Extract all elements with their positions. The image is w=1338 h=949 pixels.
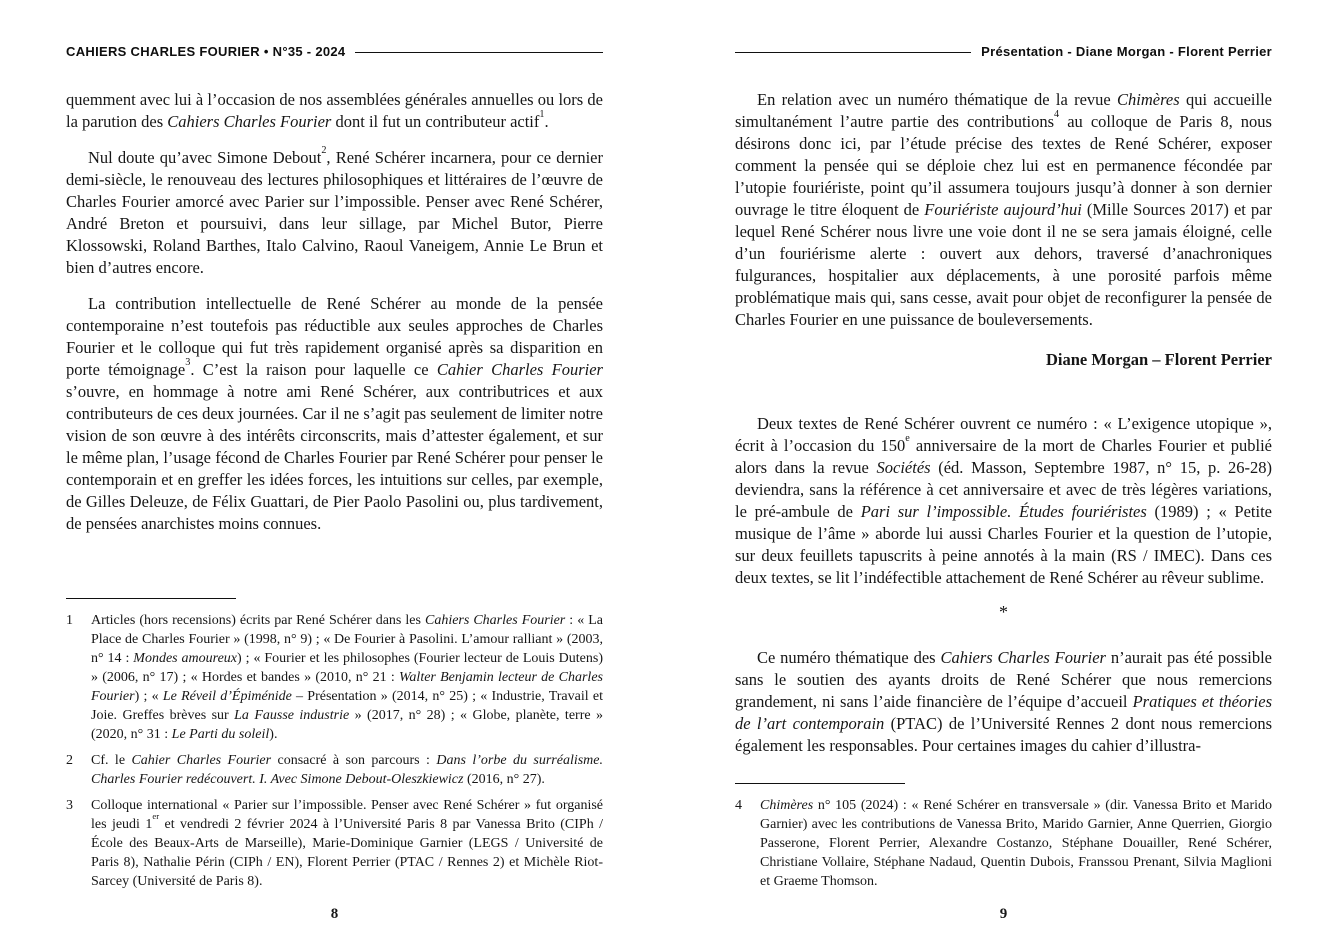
footnote-separator: [66, 598, 236, 599]
footnote-text: Colloque international « Parier sur l’impossible. Penser avec René Schérer » fut organisé les jeudi 1er et vendredi 2 février 2024 à l’Université Paris 8 par Vanessa Brito (CIPh / École des Beaux-Arts de Marseille), Marie-Dominique Garnier (LEGS / Université de Paris 8), Nathalie Périn (CIPh / EN), Florent Perrier (PTAC / Rennes 2) et Michèle Riot-Sarcey (Université de Paris 8).: [91, 798, 603, 889]
author-signature: Diane Morgan – Florent Perrier: [1045, 350, 1272, 369]
left-running-header: [66, 44, 603, 59]
paragraph: Deux textes de René Schérer ouvrent ce numéro : « L’exigence utopique », écrit à l’occasion du 150e anniversaire de la mort de Charles Fourier et publié alors dans la revue Sociétés (éd. Masson, Septembre 1987, n° 15, p. 26-28) deviendra, sans la référence à cet anniversaire et avec de très légères variations, le pré-ambule de Pari sur l’impossible. Études fouriéristes (1989) ; « Petite musique de l’âme » aborde lui aussi Charles Fourier et la question de l’utopie, sur deux feuillets tapuscrits à peine annotés à la main (RS / IMEC). Dans ces deux textes, se lit l’indéfectible attachement de René Schérer au rêveur sublime.: [735, 414, 1273, 587]
paragraph: En relation avec un numéro thématique de la revue Chimères qui accueille simultanément l’autre partie des contributions$^4$ au colloque de Paris 8, nous désirons donc ici, par l’étude précise des textes de René Schérer, exposer comment la pensée qui se déploie chez lui est en permanence fécondée par l’utopie fouriériste, point qu’il assumera toujours jusqu’à donner à son dernier ouvrage le titre éloquent de Fouriériste aujourd’hui (Mille Sources 2017) et par lequel René Schérer nous livre une voie dont il ne se sera jamais éloigné, celle d’un fouriérisme alerte : ouvert aux dehors, traversé d’anachroniques fulgurances, hospitalier aux déplacements, à une porosité parfois même problématique mais qui, sans cesse, avait pour objet de reconfigurer la pensée de Charles Fourier en une puissance de bouleversements.: [735, 90, 1272, 329]
paragraph: La contribution intellectuelle de René Schérer au monde de la pensée contemporaine n’est toutefois pas réductible aux seules approches de Charles Fourier et le colloque qui fut très rapidement organisé après sa disparition en porte témoignage$^3$. C’est la raison pour laquelle ce Cahier Charles Fourier s’ouvre, en hommage à notre ami René Schérer, aux contributrices et aux contributeurs de ces deux journées. Car il ne s’agit pas seulement de limiter notre vision de son œuvre à des intérêts circonscrits, mais d’attester également, et sur le même plan, l’usage fécond de Charles Fourier par René Schérer pour penser le contemporain et en greffer les idées forces, les intuitions sur celles, par exemple, de Gilles Deleuze, de Félix Guattari, de Pier Paolo Pasolini ou, plus tardivement, de pensées anarchistes moins connues.: [66, 294, 603, 533]
section-break-asterisk: *: [999, 602, 1008, 622]
footnote-number: 4: [735, 798, 742, 813]
left-footnotes: [66, 598, 603, 891]
footnote: [66, 751, 603, 789]
right-body-text: [735, 89, 1272, 757]
footnote: [735, 796, 1272, 891]
left-body-text: [66, 89, 603, 535]
header-rule: [355, 52, 603, 53]
footnote-text: Articles (hors recensions) écrits par René Schérer dans les Cahiers Charles Fourier : « La Place de Charles Fourier » (1998, n° 9) ; « De Fourier à Pasolini. L’amour ralliant » (2003, n° 14 : Mondes amoureux) ; « Fourier et les philosophes (Fourier lecteur de Louis Dutens) » (2006, n° 17) ; « Hordes et bandes » (2010, n° 21 : Walter Benjamin lecteur de Charles Fourier) ; « Le Réveil d’Épiménide – Présentation » (2014, n° 25) ; « Industrie, Travail et Joie. Greffes brèves sur La Fausse industrie » (2017, n° 28) ; « Globe, planète, terre » (2020, n° 31 : Le Parti du soleil).: [91, 613, 603, 742]
page-number-right: 9: [999, 906, 1008, 922]
footnote-text: Cf. le Cahier Charles Fourier consacré à son parcours : Dans l’orbe du surréalisme. Charles Fourier redécouvert. I. Avec Simone Debout-Oleszkiewicz (2016, n° 27).: [91, 753, 604, 787]
footnote: [66, 796, 603, 891]
page-number-left: 8: [330, 906, 339, 922]
header-rule: [735, 52, 971, 53]
footnote: [66, 611, 603, 744]
footnote-number: 1: [66, 613, 73, 628]
paragraph: Ce numéro thématique des Cahiers Charles Fourier n’aurait pas été possible sans le soutien des ayants droits de René Schérer que nous remercions grandement, ni sans l’aide financière de l’équipe d’accueil Pratiques et théories de l’art contemporain (PTAC) de l’Université Rennes 2 dont nous remercions également les responsables. Pour certaines images du cahier d’illustra-: [735, 648, 1272, 755]
paragraph-continuation: quemment avec lui à l’occasion de nos assemblées générales annuelles ou lors de la parution des Cahiers Charles Fourier dont il fut un contributeur actif$^1$.: [66, 90, 603, 131]
footnote-number: 3: [66, 798, 73, 813]
page-right: [669, 0, 1338, 949]
chapter-title: Présentation - Diane Morgan - Florent Perrier: [981, 44, 1272, 59]
footnote-number: 2: [66, 753, 73, 768]
paragraph: Nul doute qu’avec Simone Debout$^2$, René Schérer incarnera, pour ce dernier demi-siècle, le renouveau des lectures philosophiques et littéraires de l’œuvre de Charles Fourier amorcé avec Parier sur l’impossible. Penser avec René Schérer, André Breton et poursuivi, dans leur sillage, par Michel Butor, Pierre Klossowski, Roland Barthes, Italo Calvino, Raoul Vaneigem, Annie Le Brun et bien d’autres encore.: [66, 144, 603, 277]
journal-title: CAHIERS CHARLES FOURIER • N°35 - 2024: [66, 44, 346, 59]
right-footnotes: [735, 783, 1272, 891]
footnote-separator: [735, 783, 905, 784]
right-running-header: [735, 44, 1272, 59]
footnote-text: Chimères n° 105 (2024) : « René Schérer en transversale » (dir. Vanessa Brito et Marido Garnier) avec les contributions de Vanessa Brito, Marido Garnier, Anne Querrien, Giorgio Passerone, Florent Perrier, Alexandre Costanzo, Stéphane Douailler, René Schérer, Christiane Vollaire, Stéphane Nadaud, Quentin Dubois, Franssou Prenant, Silvia Maglioni et Graeme Thomson.: [760, 798, 1272, 889]
